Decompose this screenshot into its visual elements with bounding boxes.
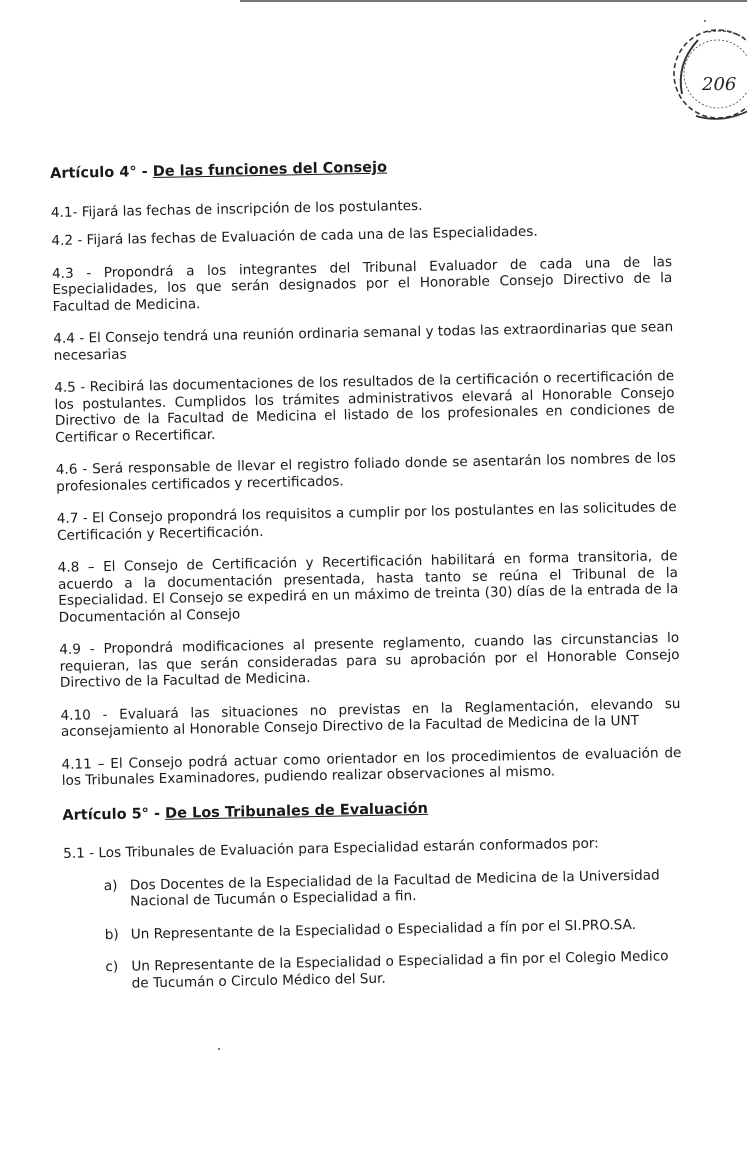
clause-4-8: 4.8 – El Consejo de Certificación y Recertificación habilitará en forma transitoria, de acuerdo a la documentación presentada, hasta tanto se reúna el Tribunal de la Especialidad. El Consejo se expedirá en un máximo de treinta (30) días de la entrada de la Documentación al Consejo [57,548,679,626]
clause-5-1: 5.1 - Los Tribunales de Evaluación para Especialidad estarán conformados por: [63,835,599,862]
scan-speck [704,20,706,22]
list-item [104,866,685,910]
list-text: Dos Docentes de la Especialidad de la Facultad de Medicina de la Universidad Nacional de Tucumán o Especialidad a fin. [129,866,660,910]
clause-4-9: 4.9 - Propondrá modificaciones al presente reglamento, cuando las circunstancias lo requieran, las que serán consideradas para su aprobación por el Honorable Consejo Directivo de la Facultad de Medicina. [59,630,680,691]
folio-number: 206 [702,74,737,95]
scan-edge-line [240,0,747,2]
list-marker: b) [104,926,119,943]
document-body [50,154,686,1009]
list-item [105,915,685,943]
article-5-prefix: Artículo 5° - [62,805,166,824]
clause-4-10: 4.10 - Evaluará las situaciones no previstas en la Reglamentación, elevando su aconsejamiento al Honorable Consejo Directivo de la Facultad de Medicina de la UNT [60,695,681,740]
article-4-title: De las funciones del Consejo [152,159,388,181]
article-5-heading [62,795,682,823]
clause-4-7: 4.7 - El Consejo propondrá los requisitos a cumplir por los postulantes en las solicitudes de Certificación y Recertificación. [56,499,677,544]
list-item [105,948,686,992]
scan-speck [218,1048,220,1050]
clause-4-1: 4.1- Fijará las fechas de inscripción de los postulantes. [50,197,423,221]
article-4-heading [50,154,670,182]
clause-4-5: 4.5 - Recibirá las documentaciones de los resultados de la certificación o recertificación de los postulantes. Cumplidos los trámites administrativos elevará al Honorable Consejo Directivo de la Facultad de Medicina el listado de los profesionales en condiciones de Certificar o Recertificar. [54,368,675,446]
article-4-prefix: Artículo 4° - [50,164,153,182]
article-5-title: De Los Tribunales de Evaluación [164,800,429,822]
list-text: Un Representante de la Especialidad o Especialidad a fin por el Colegio Medico de Tucumán o Circulo Médico del Sur. [131,948,669,992]
clause-4-4: 4.4 - El Consejo tendrá una reunión ordinaria semanal y todas las extraordinarias que sean necesarias [53,319,674,364]
list-marker: a) [103,877,118,894]
clause-4-6: 4.6 - Será responsable de llevar el registro foliado donde se asentarán los nombres de los profesionales certificados y recertificados. [55,450,676,495]
clause-4-3: 4.3 - Propondrá a los integrantes del Tribunal Evaluador de cada una de las Especialidades, los que serán designados por el Honorable Consejo Directivo de la Facultad de Medicina. [51,253,673,315]
list-text: Un Representante de la Especialidad o Especialidad a fín por el SI.PRO.SA. [130,916,637,943]
clause-4-11: 4.11 – El Consejo podrá actuar como orientador en los procedimientos de evaluación de los Tribunales Examinadores, pudiendo realizar observaciones al mismo. [61,744,682,789]
list-marker: c) [105,958,119,976]
clause-4-2: 4.2 - Fijará las fechas de Evaluación de cada una de las Especialidades. [51,223,538,249]
